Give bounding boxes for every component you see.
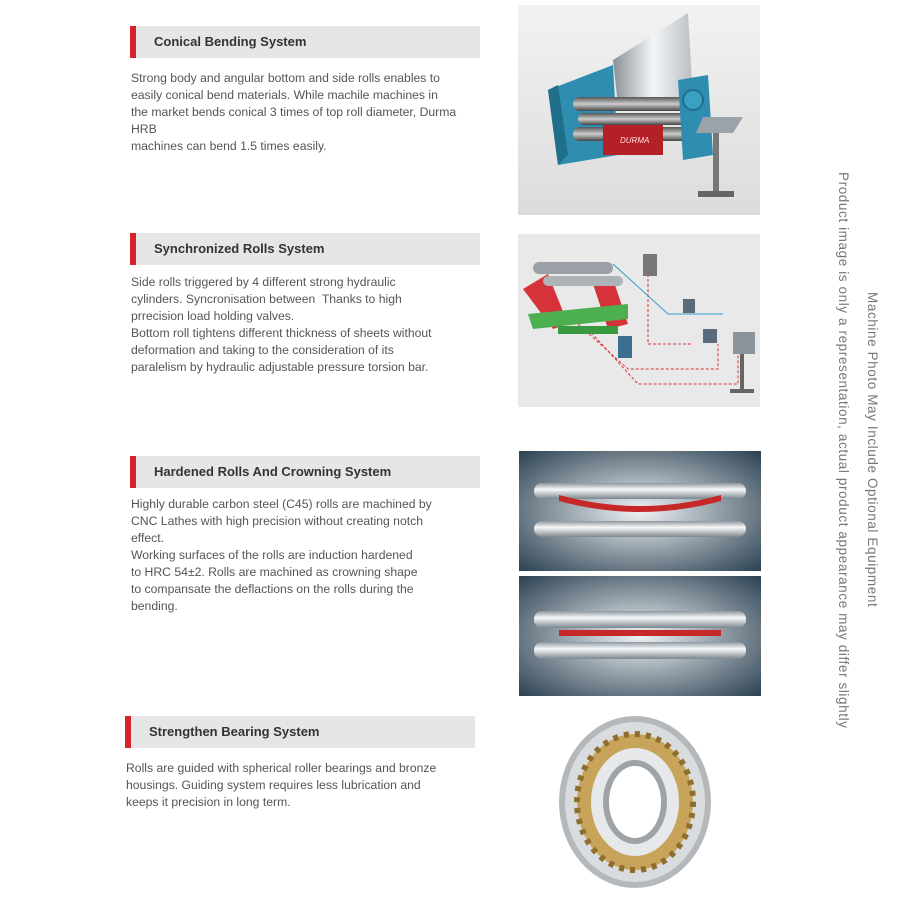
body-line: deformation and taking to the consideration of its [131,343,394,357]
body-line: Rolls are guided with spherical roller bearings and bronze [126,761,437,775]
section-title: Synchronized Rolls System [154,241,325,256]
section-title: Strengthen Bearing System [149,724,320,739]
section-header-hardened-rolls [130,456,480,488]
body-line: housings. Guiding system requires less lubrication and [126,778,421,792]
section-body-hardened-rolls [131,496,491,615]
body-line: prrecision load holding valves. [131,309,295,323]
body-line: Strong body and angular bottom and side rolls enables to [131,71,440,85]
hydraulic-diagram [518,234,760,407]
section-header-synchronized-rolls [130,233,480,265]
section-title: Hardened Rolls And Crowning System [154,464,392,479]
machine-photo [518,5,760,215]
body-line: Bottom roll tightens different thickness of sheets without [131,326,432,340]
crowned-rolls-photo [519,451,761,571]
body-line: CNC Lathes with high precision without creating notch [131,514,423,528]
body-line: Side rolls triggered by 4 different strong hydraulic [131,275,396,289]
body-line: to compansate the deflactions on the rolls during the [131,582,414,596]
body-line: Working surfaces of the rolls are induction hardened [131,548,413,562]
body-line: keeps it precision in long term. [126,795,291,809]
body-line: cylinders. Syncronisation between Thanks to high [131,292,402,306]
section-header-bearing-system [125,716,475,748]
body-line: to HRC 54±2. Rolls are machined as crowning shape [131,565,418,579]
body-line: the market bends conical 3 times of top roll diameter, Durma [131,105,457,119]
body-line: effect. [131,531,164,545]
section-body-synchronized-rolls [131,274,491,376]
section-header-conical-bending [130,26,480,58]
section-body-bearing-system [126,760,486,811]
bearing-photo [555,712,715,892]
body-line: bending. [131,599,178,613]
machine-brand-label: DURMA [620,136,650,145]
body-line: easily conical bend materials. While machile machines in [131,88,438,102]
rolls-photo [519,576,761,696]
section-body-conical-bending [131,70,491,155]
side-note-representation: Product image is only a representation, actual product appearance may differ slightly [836,171,851,729]
body-line: paralelism by hydraulic adjustable pressure torsion bar. [131,360,429,374]
body-line: Highly durable carbon steel (C45) rolls are machined by [131,497,432,511]
body-line: HRB [131,122,157,136]
body-line: machines can bend 1.5 times easily. [131,139,327,153]
side-note-optional-equipment: Machine Photo May Include Optional Equipment [865,292,880,608]
section-title: Conical Bending System [154,34,307,49]
